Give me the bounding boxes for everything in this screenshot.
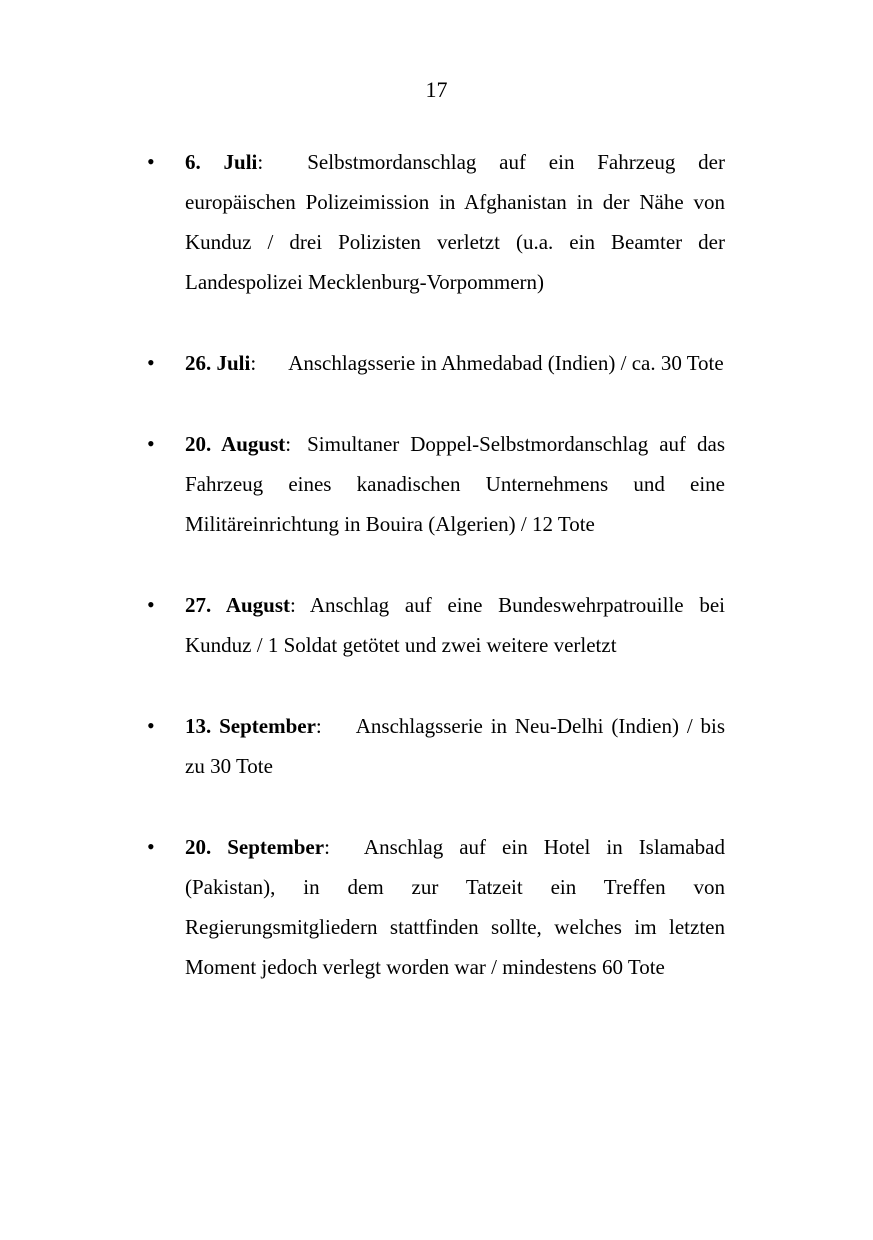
entry-text <box>185 706 725 786</box>
entry-text <box>185 142 725 302</box>
entry-date: 13. September <box>185 714 316 738</box>
entry-text <box>185 343 725 383</box>
entry-date: 20. September <box>185 835 325 859</box>
entry-date: 27. August <box>185 593 291 617</box>
entry-text <box>185 827 725 987</box>
entry-description: Anschlagsserie in Neu-Delhi (Indien) / bis zu 30 Tote <box>185 714 726 778</box>
bullet-icon: • <box>147 431 155 456</box>
entry-separator: : <box>250 351 257 375</box>
entry-separator: : <box>315 714 322 738</box>
list-item <box>0 706 873 786</box>
entry-description: Anschlagsserie in Ahmedabad (Indien) / ca. 30 Tote <box>288 351 724 375</box>
bullet-icon: • <box>147 834 155 859</box>
entry-date: 20. August <box>185 432 286 456</box>
bullet-icon: • <box>147 149 155 174</box>
entry-description: Anschlag auf eine Bundeswehrpatrouille bei Kunduz / 1 Soldat getötet und zwei weitere verletzt <box>185 593 725 657</box>
list-item <box>0 424 873 544</box>
entry-separator: : <box>324 835 330 859</box>
list-item <box>0 827 873 987</box>
event-list <box>0 142 873 987</box>
page-number: 17 <box>425 77 448 102</box>
entry-separator: : <box>285 432 292 456</box>
entry-date: 6. Juli <box>185 150 258 174</box>
bullet-icon: • <box>147 713 155 738</box>
entry-date: 26. Juli <box>185 351 251 375</box>
entry-separator: : <box>290 593 296 617</box>
entry-description: Simultaner Doppel-Selbstmordanschlag auf das Fahrzeug eines kanadischen Unternehmens und eine Militäreinrichtung in Bouira (Algerien) / 12 Tote <box>185 432 726 536</box>
list-item <box>0 585 873 665</box>
entry-description: Anschlag auf ein Hotel in Islamabad (Pakistan), in dem zur Tatzeit ein Treffen von Regierungsmitgliedern stattfinden sollte, welches im letzten Moment jedoch verlegt worden war / mindestens 60 Tote <box>185 835 725 979</box>
entry-description: Selbstmordanschlag auf ein Fahrzeug der europäischen Polizeimission in Afghanistan in der Nähe von Kunduz / drei Polizisten verletzt (u.a. ein Beamter der Landespolizei Mecklenburg-Vorpommern) <box>185 150 725 294</box>
entry-text <box>185 585 725 665</box>
entry-text <box>185 424 725 544</box>
bullet-icon: • <box>147 350 155 375</box>
bullet-icon: • <box>147 592 155 617</box>
list-item <box>0 343 873 383</box>
entry-separator: : <box>257 150 264 174</box>
list-item <box>0 142 873 302</box>
